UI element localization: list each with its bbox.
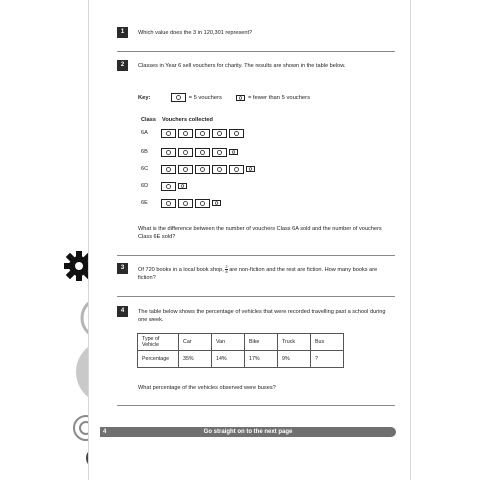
column-header-vouchers: Vouchers collected — [162, 117, 213, 123]
table-cell: 9% — [278, 351, 311, 368]
voucher-icon — [212, 148, 227, 157]
pictogram-row — [141, 180, 187, 192]
voucher-icon — [229, 165, 244, 174]
question-3-text-before: Of 720 books in a local book shop, — [138, 266, 224, 273]
voucher-icon — [171, 93, 186, 102]
half-voucher-icon — [229, 149, 238, 155]
voucher-icon — [195, 148, 210, 157]
table-cell: Bus — [311, 334, 344, 351]
voucher-icon — [161, 129, 176, 138]
divider — [117, 405, 395, 406]
question-2-question: What is the difference between the number of vouchers Class 6A sold and the number of vouchers Class 6E sold? — [138, 226, 382, 240]
footer-text: Go straight on to the next page — [203, 429, 293, 435]
voucher-icons — [161, 129, 244, 138]
table-cell: Car — [179, 334, 212, 351]
table-cell: 17% — [245, 351, 278, 368]
class-label: 6B — [141, 149, 148, 155]
voucher-icon — [212, 165, 227, 174]
question-4-intro: The table below shows the percentage of vehicles that were recorded travelling past a school during one week. — [138, 309, 386, 323]
voucher-icon — [178, 165, 193, 174]
key-label: Key: — [138, 94, 151, 101]
fraction — [225, 265, 227, 274]
question-4-question: What percentage of the vehicles observed were buses? — [138, 385, 276, 391]
divider — [117, 296, 395, 297]
vehicle-table — [137, 333, 344, 368]
half-voucher-icon — [178, 183, 187, 189]
table-cell: ? — [311, 351, 344, 368]
fraction-denominator: 8 — [225, 269, 228, 274]
pictogram-row — [141, 163, 255, 175]
question-3-text-after: are non-fiction and the rest are fiction. How many books are fiction? — [138, 266, 378, 281]
table-cell: 14% — [212, 351, 245, 368]
table-cell: Bike — [245, 334, 278, 351]
divider — [117, 51, 395, 52]
voucher-icons — [161, 199, 221, 208]
pictogram-row — [141, 146, 238, 158]
column-header-class: Class — [141, 117, 156, 123]
voucher-icon — [229, 129, 244, 138]
question-number-1: 1 — [117, 27, 128, 38]
question-number-4: 4 — [117, 306, 128, 317]
voucher-icon — [195, 165, 210, 174]
page-number: 4 — [103, 429, 107, 435]
question-number-2: 2 — [117, 60, 128, 71]
voucher-icon — [178, 199, 193, 208]
footer-bar — [100, 427, 396, 437]
table-row — [138, 351, 344, 368]
class-label: 6D — [141, 183, 149, 189]
voucher-icon — [161, 165, 176, 174]
voucher-icon — [195, 129, 210, 138]
question-1-text: Which value does the 3 in 120,301 represent? — [138, 30, 253, 36]
question-3-text — [138, 265, 388, 282]
key-full-text: = 5 vouchers — [188, 94, 222, 101]
table-row — [138, 334, 344, 351]
table-cell: Percentage — [138, 351, 179, 368]
voucher-icons — [161, 182, 187, 191]
question-number-3: 3 — [117, 263, 128, 274]
half-voucher-icon — [212, 200, 221, 206]
table-cell: Truck — [278, 334, 311, 351]
class-label: 6C — [141, 166, 149, 172]
question-2-intro: Classes in Year 6 sell vouchers for charity. The results are shown in the table below. — [138, 63, 346, 69]
voucher-icon — [195, 199, 210, 208]
pictogram-key — [138, 93, 310, 102]
voucher-icon — [161, 199, 176, 208]
voucher-icon — [161, 148, 176, 157]
voucher-icons — [161, 148, 238, 157]
divider — [117, 255, 395, 256]
voucher-icons — [161, 165, 255, 174]
half-voucher-icon — [246, 166, 255, 172]
voucher-icon — [212, 129, 227, 138]
table-cell: Van — [212, 334, 245, 351]
class-label: 6E — [141, 200, 148, 206]
pictogram-row — [141, 127, 244, 139]
half-voucher-icon — [236, 95, 245, 101]
voucher-icon — [161, 182, 176, 191]
pictogram-row — [141, 197, 221, 209]
table-cell: Type of Vehicle — [138, 334, 179, 351]
table-cell: 35% — [179, 351, 212, 368]
fraction-numerator: 2 — [225, 264, 228, 269]
voucher-icon — [178, 148, 193, 157]
class-label: 6A — [141, 130, 148, 136]
voucher-icon — [178, 129, 193, 138]
key-half-text: = fewer than 5 vouchers — [247, 94, 310, 101]
